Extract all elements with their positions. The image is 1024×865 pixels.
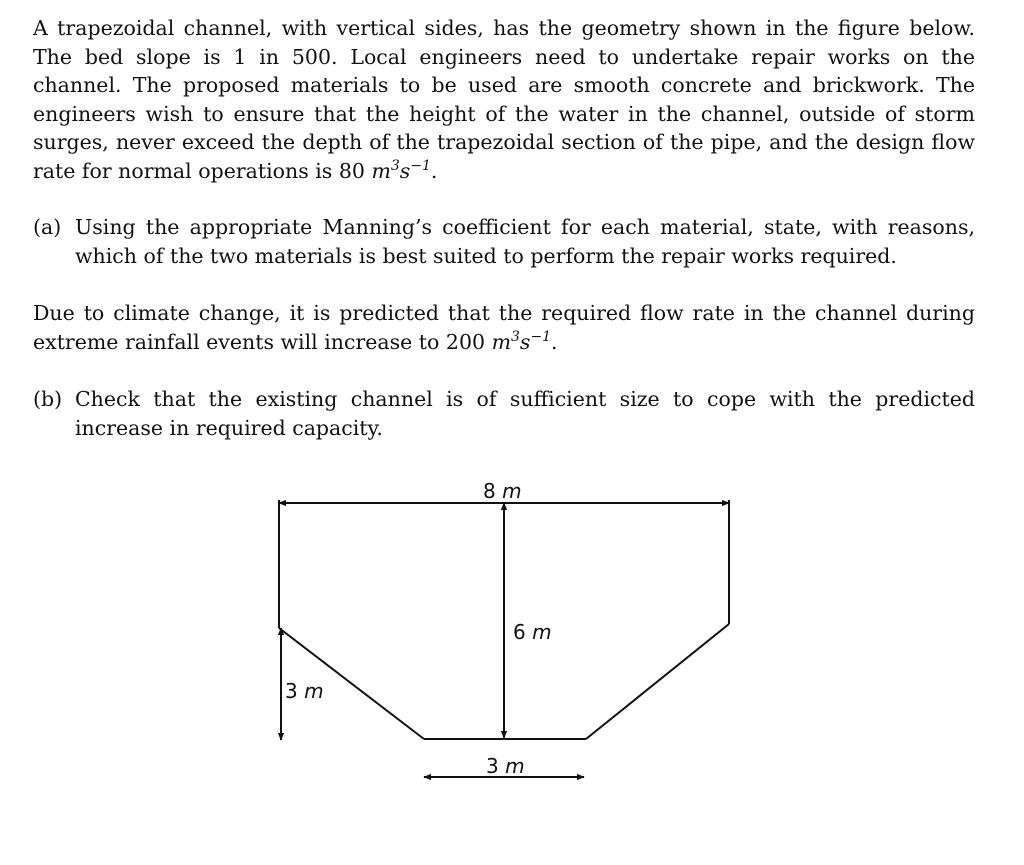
extreme-flow-value: 200 [445,329,486,354]
intro-text: A trapezoidal channel, with vertical sides, has the geometry shown in the figure below. The bed slope is 1 in 500. Local engineers need to undertake repair works on the channel. The proposed materials to be used are smooth concrete and brickwork. The engineers wish to ensure that the height of the water in the channel, outside of storm surges, never exceed the depth of the trapezoidal section of the pipe, and the design flow rate for normal operations is [33,16,975,183]
depth-label: 6 m [513,620,552,644]
problem-intro: A trapezoidal channel, with vertical sides, has the geometry shown in the figure below. The bed slope is 1 in 500. Local engineers need to undertake repair works on the channel. The proposed materials to be used are smooth concrete and brickwork. The engineers wish to ensure that the height of the water in the channel, outside of storm surges, never exceed the depth of the trapezoidal section of the pipe, and the design flow rate for normal operations is 80 $m^3s^{-1}$. [33,16,975,183]
right-sloping-side [586,624,729,739]
part-b-label: (b) [33,387,63,411]
part-b-text: Check that the existing channel is of sufficient size to cope with the predicted increase in required capacity. [75,387,975,440]
climate-text: Due to climate change, it is predicted that the required flow rate in the channel during extreme rainfall events will increase to [33,301,975,354]
design-flow-value: 80 [338,158,365,183]
climate-paragraph: Due to climate change, it is predicted that the required flow rate in the channel during extreme rainfall events will increase to 200 $m^3s^{-1}$. [33,301,975,354]
bed-width-label: 3 m [486,754,525,778]
vertical-side-label: 3 m [285,679,324,703]
part-a-label: (a) [33,215,62,239]
flow-unit-2: $m^3s^{-1}$ [491,328,551,354]
part-a-text: Using the appropriate Manning’s coefficient for each material, state, with reasons, which of the two materials is best suited to perform the repair works required. [75,215,975,268]
top-width-label: 8 m [483,479,522,503]
flow-unit: $m^3s^{-1}$ [371,157,431,183]
